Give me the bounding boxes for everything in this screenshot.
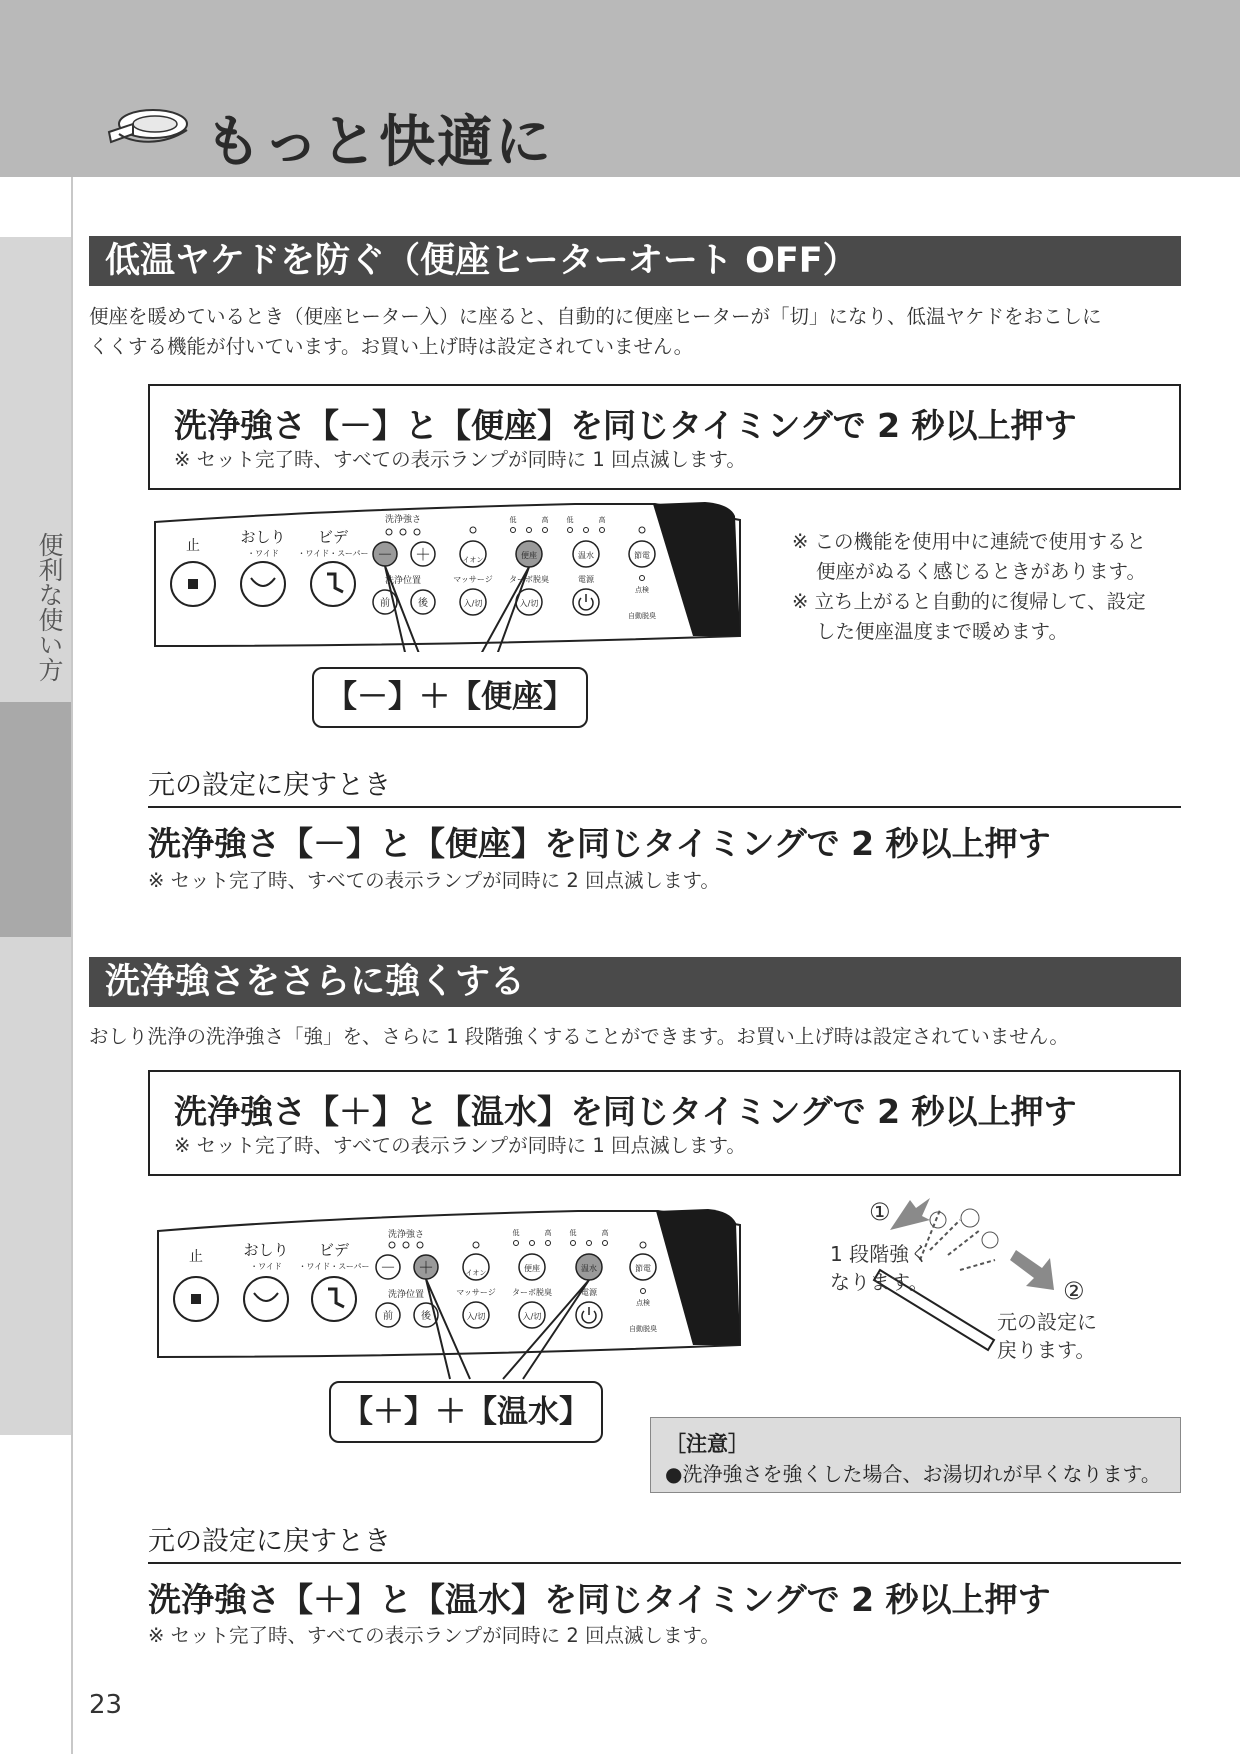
flow-step2-number: ② <box>1063 1277 1085 1305</box>
svg-text:便座: 便座 <box>524 1264 540 1273</box>
revert-note: ※ セット完了時、すべての表示ランプが同時に 2 回点滅します。 <box>148 1624 720 1647</box>
check-label: 点検 <box>635 586 649 594</box>
svg-text:高: 高 <box>544 1229 552 1237</box>
svg-text:低: 低 <box>569 1229 577 1237</box>
section-title: 低温ヤケドを防ぐ（便座ヒーターオート OFF） <box>89 236 1181 286</box>
flow-step1-text: 1 段階強く なります。 <box>830 1242 930 1294</box>
svg-text:止: 止 <box>189 1249 203 1265</box>
svg-text:温水: 温水 <box>581 1264 597 1273</box>
svg-text:節電: 節電 <box>635 1264 651 1273</box>
svg-text:入/切: 入/切 <box>466 1312 486 1321</box>
revert-note: ※ セット完了時、すべての表示ランプが同時に 2 回点滅します。 <box>148 869 720 892</box>
instruction-box <box>148 384 1181 490</box>
caution-body: ●洗浄強さを強くした場合、お湯切れが早くなります。 <box>665 1462 1161 1486</box>
power-label: 電源 <box>578 575 594 584</box>
instruction-note: ※ セット完了時、すべての表示ランプが同時に 1 回点滅します。 <box>174 448 746 471</box>
side-note: ※ この機能を使用中に連続で使用すると 便座がぬるく感じるときがあります。 ※ 立ち上がると自動的に復帰して、設定 した便座温度まで暖めます。 <box>792 530 1147 643</box>
oshiri-label: おしり <box>240 528 286 546</box>
revert-heading: 元の設定に戻すとき <box>148 770 391 801</box>
massage-label: マッサージ <box>453 575 493 584</box>
stop-icon <box>188 579 198 589</box>
turbo-label: ターボ脱臭 <box>509 575 549 584</box>
turbo-onoff: 入/切 <box>519 599 539 608</box>
svg-text:低: 低 <box>509 516 517 524</box>
svg-text:前: 前 <box>383 1311 393 1322</box>
bide-sub: ・ワイド・スーパー <box>297 549 369 558</box>
revert-instruction: 洗浄強さ【－】と【便座】を同じタイミングで 2 秒以上押す <box>148 824 1051 863</box>
flow-step2-text: 元の設定に 戻ります。 <box>997 1310 1097 1362</box>
revert-rule <box>148 806 1181 808</box>
instruction-note: ※ セット完了時、すべての表示ランプが同時に 1 回点滅します。 <box>174 1134 746 1157</box>
oshiri-sub: ・ワイド <box>247 549 279 558</box>
svg-text:イオン: イオン <box>465 1269 487 1277</box>
bide-button[interactable] <box>312 1277 356 1321</box>
svg-text:マッサージ: マッサージ <box>456 1288 496 1297</box>
svg-text:・ワイド: ・ワイド <box>250 1262 282 1271</box>
instruction-text: 洗浄強さ【－】と【便座】を同じタイミングで 2 秒以上押す <box>174 406 1077 445</box>
revert-instruction: 洗浄強さ【＋】と【温水】を同じタイミングで 2 秒以上押す <box>148 1580 1051 1619</box>
toilet-seat-icon <box>103 104 191 154</box>
svg-text:－: － <box>379 1258 397 1277</box>
front-label: 前 <box>380 598 390 609</box>
caution-title: ［注意］ <box>665 1432 749 1456</box>
combo-label: 【＋】＋【温水】 <box>329 1381 603 1443</box>
svg-text:電源: 電源 <box>581 1288 597 1297</box>
seat-label: 便座 <box>521 551 537 560</box>
revert-heading: 元の設定に戻すとき <box>148 1526 391 1557</box>
svg-text:後: 後 <box>421 1311 431 1322</box>
control-panel-diagram <box>148 1207 748 1387</box>
arrow-up-icon <box>890 1198 930 1230</box>
svg-text:高: 高 <box>598 516 606 524</box>
svg-text:高: 高 <box>541 516 549 524</box>
page-number: 23 <box>89 1690 123 1720</box>
bide-label: ビデ <box>317 528 349 546</box>
page-header <box>0 0 1240 177</box>
instruction-box <box>148 1070 1181 1176</box>
arrow-down-icon <box>1010 1250 1054 1290</box>
svg-text:自動脱臭: 自動脱臭 <box>629 1325 657 1333</box>
massage-onoff: 入/切 <box>463 599 483 608</box>
svg-text:低: 低 <box>512 1229 520 1237</box>
svg-text:・ワイド・スーパー: ・ワイド・スーパー <box>298 1262 370 1271</box>
flow-step1-number: ① <box>869 1198 891 1226</box>
plus-label: ＋ <box>414 545 432 564</box>
spray-icon <box>920 1210 995 1270</box>
stop-label: 止 <box>186 538 200 554</box>
page-title: もっと快適に <box>205 110 553 175</box>
caution-box <box>650 1417 1181 1493</box>
side-tab-label[interactable]: 便利な使い方 <box>35 532 64 682</box>
minus-label: － <box>376 545 394 564</box>
ion-label: イオン <box>462 556 484 564</box>
bide-button[interactable] <box>311 562 355 606</box>
intro-line: くくする機能が付いています。お買い上げ時は設定されていません。 <box>89 335 694 358</box>
svg-text:洗浄強さ: 洗浄強さ <box>387 1230 425 1240</box>
oshiri-button[interactable] <box>241 562 285 606</box>
margin-rule <box>71 177 73 1754</box>
svg-text:おしり: おしり <box>243 1241 289 1259</box>
svg-text:低: 低 <box>566 516 574 524</box>
oshiri-button[interactable] <box>244 1277 288 1321</box>
svg-text:ビデ: ビデ <box>318 1241 350 1259</box>
section-intro <box>89 302 1189 362</box>
svg-text:点検: 点検 <box>636 1299 650 1307</box>
side-tab-lower <box>0 937 71 1435</box>
section-title: 洗浄強さをさらに強くする <box>89 957 1181 1007</box>
water-label: 温水 <box>578 551 594 560</box>
svg-text:高: 高 <box>601 1229 609 1237</box>
side-tab-active <box>0 702 71 937</box>
strength-label: 洗浄強さ <box>384 515 422 525</box>
instruction-text: 洗浄強さ【＋】と【温水】を同じタイミングで 2 秒以上押す <box>174 1092 1077 1131</box>
stop-icon <box>191 1294 201 1304</box>
position-label: 洗浄位置 <box>384 576 422 586</box>
svg-text:洗浄位置: 洗浄位置 <box>387 1290 425 1300</box>
section-intro: おしり洗浄の洗浄強さ「強」を、さらに 1 段階強くすることができます。お買い上げ時は設定されていません。 <box>89 1025 1069 1048</box>
back-label: 後 <box>418 598 428 609</box>
revert-rule <box>148 1562 1181 1564</box>
intro-line: 便座を暖めているとき（便座ヒーター入）に座ると、自動的に便座ヒーターが「切」になり、低温ヤケドをおこしに <box>89 305 1102 328</box>
combo-label: 【－】＋【便座】 <box>312 667 588 728</box>
svg-text:ターボ脱臭: ターボ脱臭 <box>512 1288 552 1297</box>
auto-deodor-label: 自動脱臭 <box>628 612 656 620</box>
svg-text:＋: ＋ <box>417 1258 435 1277</box>
svg-text:入/切: 入/切 <box>522 1312 542 1321</box>
eco-label: 節電 <box>634 551 650 560</box>
control-panel-diagram <box>145 502 745 652</box>
